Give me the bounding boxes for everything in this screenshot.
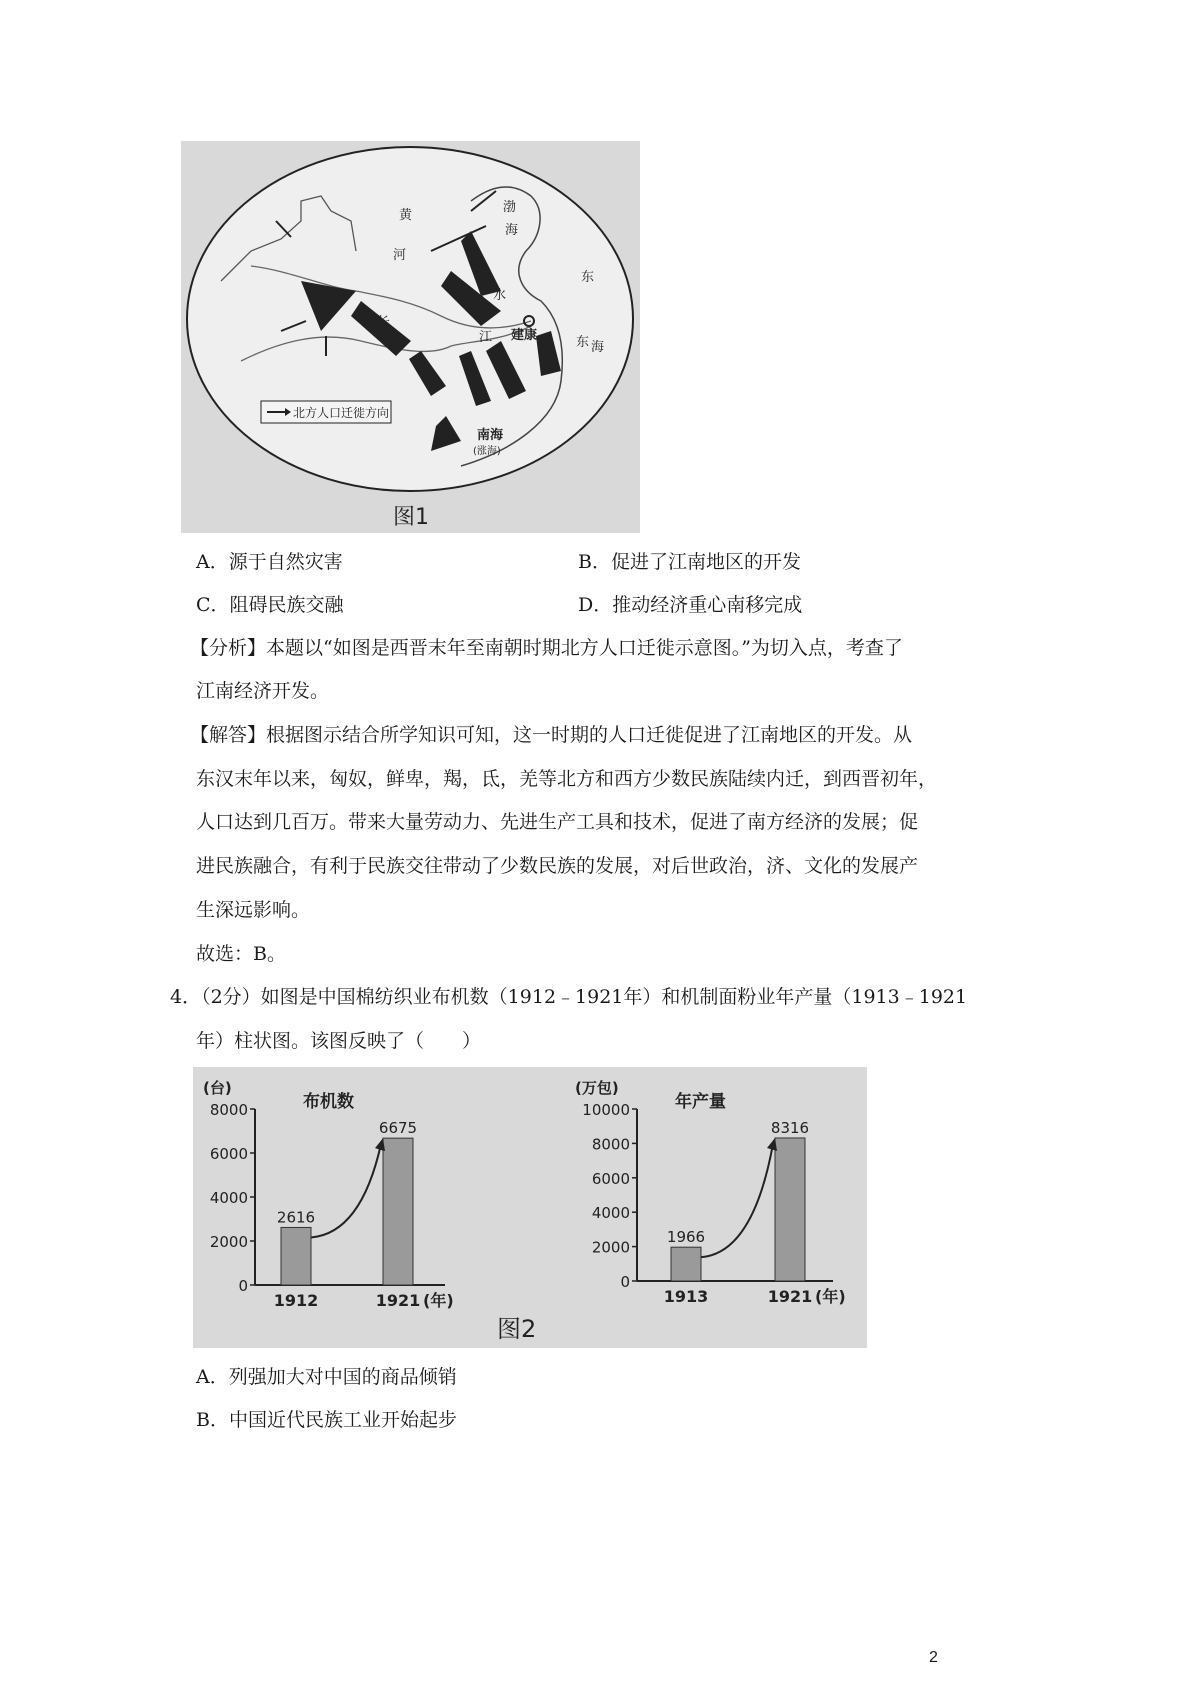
label-nanhai: 南海 xyxy=(477,428,504,443)
q3-option-b: B．促进了江南地区的开发 xyxy=(578,551,801,573)
growth-arrow xyxy=(311,1144,381,1237)
label-chang: 长 xyxy=(377,315,391,330)
y-tick-label: 8000 xyxy=(591,1135,630,1154)
label-dong-hai-1: 东 xyxy=(576,335,590,350)
label-hai-bo: 海 xyxy=(505,223,519,238)
y-unit-label: (万包) xyxy=(575,1079,619,1097)
data-label: 8316 xyxy=(770,1118,810,1137)
x-tick-label: 1921 xyxy=(767,1287,813,1306)
label-huai: 淮 xyxy=(471,294,485,309)
q3-answer-line-2: 东汉末年以来，匈奴，鲜卑，羯，氐，羌等北方和西方少数民族陆续内迁，到西晋初年， xyxy=(196,768,938,790)
y-tick-label: 0 xyxy=(620,1273,630,1291)
q3-answer-line-4: 进民族融合，有利于民族交往带动了少数民族的发展，对后世政治，济、文化的发展产 xyxy=(196,855,919,877)
q3-answer-line-1: 【解答】根据图示结合所学知识可知，这一时期的人口迁徙促进了江南地区的开发。从 xyxy=(190,724,913,746)
x-tick-label: 1912 xyxy=(273,1291,319,1310)
y-tick-label: 10000 xyxy=(582,1101,630,1119)
q4-stem-line-1: 4．（2分）如图是中国棉纺织业布机数（1912﹣1921年）和机制面粉业年产量（1913﹣1921 xyxy=(170,986,968,1008)
y-tick-label: 2000 xyxy=(209,1233,248,1251)
figure-2-caption: 图2 xyxy=(497,1315,537,1343)
q3-answer-line-5: 生深远影响。 xyxy=(196,899,311,921)
y-tick-label: 2000 xyxy=(591,1238,630,1257)
y-unit-label: (台) xyxy=(203,1079,232,1097)
q3-option-d: D．推动经济重心南移完成 xyxy=(578,594,803,616)
chart-title: 年产量 xyxy=(675,1092,726,1112)
y-tick-label: 4000 xyxy=(209,1189,248,1207)
y-tick-label: 4000 xyxy=(591,1204,630,1223)
bar-1912 xyxy=(281,1227,311,1285)
data-label: 6675 xyxy=(378,1119,418,1138)
q4-stem-line-2: 年）柱状图。该图反映了（ ） xyxy=(196,1030,482,1052)
page-number: 2 xyxy=(929,1649,938,1666)
label-jiang: 江 xyxy=(479,330,493,345)
label-shui: 水 xyxy=(493,288,507,303)
figure-1-map xyxy=(181,141,640,533)
y-tick-label: 8000 xyxy=(209,1101,248,1119)
figure-2-svg xyxy=(193,1067,867,1348)
y-tick-label: 6000 xyxy=(591,1169,630,1188)
x-tick-label: 1913 xyxy=(663,1287,709,1306)
q3-option-c: C．阻碍民族交融 xyxy=(196,594,344,616)
legend-label: 北方人口迁徙方向 xyxy=(293,406,390,420)
label-dong: 东 xyxy=(581,270,595,285)
x-tick-label: 1921 xyxy=(375,1291,421,1310)
label-he: 河 xyxy=(393,248,407,263)
label-huang: 黄 xyxy=(399,208,413,223)
migration-map-svg xyxy=(181,141,640,533)
q3-option-a: A．源于自然灾害 xyxy=(196,551,343,573)
q4-option-a: A．列强加大对中国的商品倾销 xyxy=(196,1366,457,1388)
y-tick-label: 0 xyxy=(238,1277,248,1295)
figure-2-charts xyxy=(193,1067,867,1348)
label-dong-hai-2: 海 xyxy=(591,340,605,355)
figure-1-caption: 图1 xyxy=(393,505,429,530)
data-label: 2616 xyxy=(276,1208,316,1227)
q3-analysis-line-2: 江南经济开发。 xyxy=(196,680,330,702)
label-zhuhai: (涨海) xyxy=(473,446,501,457)
bar-1921 xyxy=(775,1138,805,1281)
x-unit-label: (年) xyxy=(423,1291,454,1310)
q3-choice: 故选：B。 xyxy=(196,943,286,965)
bar-1921 xyxy=(383,1138,413,1285)
x-unit-label: (年) xyxy=(815,1287,846,1306)
q4-option-b: B．中国近代民族工业开始起步 xyxy=(196,1409,457,1431)
growth-arrow xyxy=(701,1144,773,1257)
q3-answer-line-3: 人口达到几百万。带来大量劳动力、先进生产工具和技术，促进了南方经济的发展；促 xyxy=(196,811,919,833)
y-tick-label: 6000 xyxy=(209,1145,248,1163)
label-bo: 渤 xyxy=(503,200,517,215)
data-label: 1966 xyxy=(666,1228,706,1247)
chart-title: 布机数 xyxy=(303,1092,354,1112)
label-jiankang: 建康 xyxy=(511,328,538,343)
bar-1913 xyxy=(671,1247,701,1281)
q3-analysis-line-1: 【分析】本题以“如图是西晋末年至南朝时期北方人口迁徙示意图。”为切入点，考查了 xyxy=(190,637,903,659)
map-oval xyxy=(187,147,633,491)
